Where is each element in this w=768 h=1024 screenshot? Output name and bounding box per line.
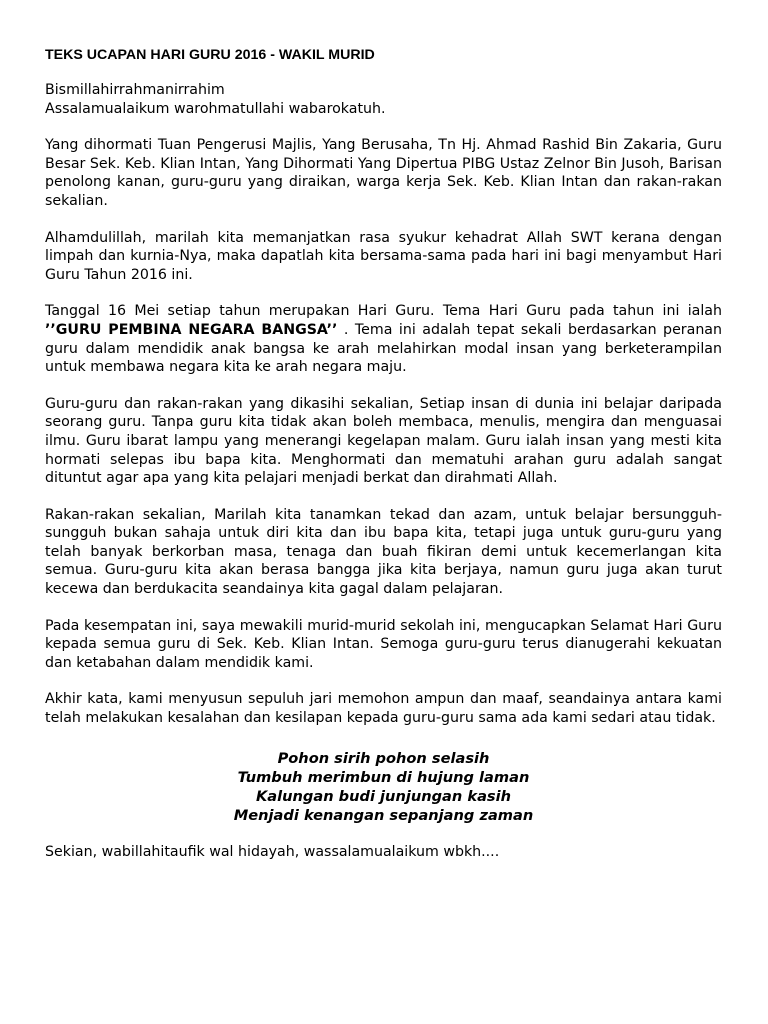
opening-line-salam: Assalamualaikum warohmatullahi wabarokatuh. (45, 100, 386, 117)
document-title: TEKS UCAPAN HARI GURU 2016 - WAKIL MURID (45, 47, 375, 63)
pantun-line-4: Menjadi kenangan sepanjang zaman (233, 806, 534, 824)
document-page (45, 46, 722, 861)
closing-remark: Sekian, wabillahitaufik wal hidayah, wassalamualaikum wbkh.... (45, 843, 500, 860)
paragraph-gratitude: Alhamdulillah, marilah kita memanjatkan rasa syukur kehadrat Allah SWT kerana dengan limpah dan kurnia-Nya, maka dapatlah kita bersama-sama pada hari ini bagi menyambut Hari Guru Tahun 2016 ini. (45, 229, 722, 283)
paragraph-determination: Rakan-rakan sekalian, Marilah kita tanamkan tekad dan azam, untuk belajar bersungguh-sungguh bukan sahaja untuk diri kita dan ibu bapa kita, tetapi juga untuk guru-guru yang telah banyak berkorban masa, tenaga dan buah fikiran demi untuk kecemerlangan kita semua. Guru-guru kita akan berasa bangga jika kita berjaya, namun guru juga akan turut kecewa dan berdukacita seandainya kita gagal dalam pelajaran. (45, 506, 722, 598)
paragraph-apology: Akhir kata, kami menyusun sepuluh jari memohon ampun dan maaf, seandainya antara kami telah melakukan kesalahan dan kesilapan kepada guru-guru sama ada kami sedari atau tidak. (45, 691, 722, 727)
pantun-line-2: Tumbuh merimbun di hujung laman (237, 768, 530, 786)
pantun-verse (45, 749, 722, 825)
theme-intro-text: Tanggal 16 Mei setiap tahun merupakan Hari Guru. Tema Hari Guru pada tahun ini ialah (45, 303, 722, 320)
paragraph-theme (45, 302, 722, 376)
paragraph-wishes: Pada kesempatan ini, saya mewakili murid-murid sekolah ini, mengucapkan Selamat Hari Guru kepada semua guru di Sek. Keb. Klian Intan. Semoga guru-guru terus dianugerahi kekuatan dan ketabahan dalam mendidik kami. (45, 617, 722, 671)
paragraph-respect: Guru-guru dan rakan-rakan yang dikasihi sekalian, Setiap insan di dunia ini belajar daripada seorang guru. Tanpa guru kita tidak akan boleh membaca, menulis, mengira dan menguasai ilmu. Guru ibarat lampu yang menerangi kegelapan malam. Guru ialah insan yang mesti kita hormati selepas ibu bapa kita. Menghormati dan mematuhi arahan guru adalah sangat dituntut agar apa yang kita pelajari menjadi berkat dan dirahmati Allah. (45, 395, 722, 487)
paragraph-greeting: Yang dihormati Tuan Pengerusi Majlis, Yang Berusaha, Tn Hj. Ahmad Rashid Bin Zakaria, Guru Besar Sek. Keb. Klian Intan, Yang Dihormati Yang Dipertua PIBG Ustaz Zelnor Bin Jusoh, Barisan penolong kanan, guru-guru yang diraikan, warga kerja Sek. Keb. Klian Intan dan rakan-rakan sekalian. (45, 137, 722, 209)
pantun-line-1: Pohon sirih pohon selasih (277, 749, 490, 767)
theme-title: ’’GURU PEMBINA NEGARA BANGSA’’ (45, 321, 338, 338)
opening-line-bismillah: Bismillahirrahmanirrahim (45, 82, 225, 98)
opening-greeting (45, 81, 722, 118)
theme-explanation-text: . Tema ini adalah tepat sekali berdasarkan peranan guru dalam mendidik anak bangsa ke arah melahirkan modal insan yang berketerampilan untuk membawa negara kita ke arah negara maju. (45, 321, 722, 376)
pantun-line-3: Kalungan budi junjungan kasih (255, 787, 512, 805)
